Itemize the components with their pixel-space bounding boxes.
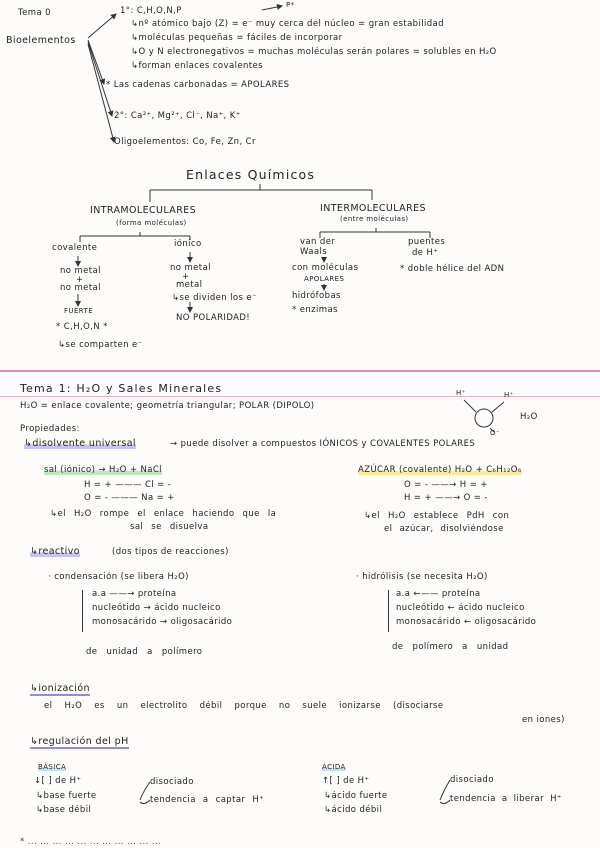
ion-plus: + xyxy=(182,272,190,282)
p-mark: P* xyxy=(286,1,295,9)
cond-1: a.a ——→ proteína xyxy=(92,589,177,599)
ionizacion-desc-2: en iones) xyxy=(522,715,565,725)
hidr-1: a.a ←—— proteína xyxy=(396,589,481,599)
azucar-text: AZÚCAR (covalente) H₂O + C₆H₁₂O₆ xyxy=(358,465,522,475)
condensacion: · condensación (se libera H₂O) xyxy=(48,572,189,582)
cadenas-carbonadas: * Las cadenas carbonadas = APOLARES xyxy=(106,80,290,90)
sal-text: sal (iónico) → H₂O + NaCl xyxy=(44,465,162,475)
cov-nometal-2: no metal xyxy=(60,283,101,293)
hidrolisis: · hidrólisis (se necesita H₂O) xyxy=(356,572,488,582)
cov-plus: + xyxy=(76,275,84,285)
reactivo xyxy=(30,547,80,557)
vdw-1: van der xyxy=(300,237,336,247)
intra-sub: (forma moléculas) xyxy=(116,219,187,227)
acida-1: ↑[ ] de H⁺ xyxy=(322,776,370,786)
mol-label: H₂O xyxy=(520,412,538,422)
acida-3: ↳ácido débil xyxy=(324,805,383,815)
moleculas-pequenas: ↳moléculas pequeñas = fáciles de incorporar xyxy=(131,33,343,43)
puentes-2: de H⁺ xyxy=(412,248,439,258)
intermoleculares: INTERMOLECULARES xyxy=(320,203,426,214)
az-line-1: O = - ——→ H = + xyxy=(404,480,488,490)
vdw-2: Waals xyxy=(300,247,328,257)
basica-3: ↳base débil xyxy=(36,805,92,815)
ion-nometal: no metal xyxy=(170,263,211,273)
electronegativos: ↳O y N electronegativos = muchas moléculas serán polares = solubles en H₂O xyxy=(131,47,497,57)
ionizacion-text: ↳ionización xyxy=(30,683,90,694)
secundarios: 2°: Ca²⁺, Mg²⁺, Cl⁻, Na⁺, K⁺ xyxy=(114,111,241,121)
basica-2: ↳base fuerte xyxy=(36,791,97,801)
hidr-bracket xyxy=(388,590,389,632)
regulacion-ph xyxy=(30,737,129,747)
sal-line-1: H = + ——— Cl = - xyxy=(84,480,172,490)
az-establece: ↳el H₂O establece PdH con xyxy=(364,511,510,521)
primarios: 1°: C,H,O,N,P xyxy=(120,6,182,16)
acida-label xyxy=(322,764,346,772)
hidr-3: monosacárido ← oligosacárido xyxy=(396,617,537,627)
reactivo-desc: (dos tipos de reacciones) xyxy=(112,547,229,557)
bioelementos-label: Bioelementos xyxy=(6,35,76,46)
acida-disociado: disociado xyxy=(450,775,494,785)
oligoelementos: Oligoelementos: Co, Fe, Zn, Cr xyxy=(114,137,256,147)
sal-rompe-2: sal se disuelva xyxy=(130,522,209,532)
pink-rule-top xyxy=(0,370,600,372)
mol-o: O⁻ xyxy=(490,429,501,437)
puentes-1: puentes xyxy=(408,237,446,247)
cond-2: nucleótido → ácido nucleico xyxy=(92,603,221,613)
inter-sub: (entre moléculas) xyxy=(340,215,409,223)
ion-metal: metal xyxy=(176,280,203,290)
ionizacion-desc: el H₂O es un electrolito débil porque no suele ionizarse (disociarse xyxy=(44,701,444,711)
disolvente-desc: → puede disolver a compuestos IÓNICOS y COVALENTES POLARES xyxy=(170,439,476,449)
disolvente-text: ↳disolvente universal xyxy=(24,438,136,449)
cond-3: monosacárido → oligosacárido xyxy=(92,617,233,627)
reactivo-text: ↳reactivo xyxy=(30,546,80,557)
tema0-title: Tema 0 xyxy=(18,8,51,18)
basica-disociado: disociado xyxy=(150,777,194,787)
apolares: APOLARES xyxy=(304,275,345,283)
h2o-desc: H₂O = enlace covalente; geometría triangular; POLAR (DIPOLO) xyxy=(20,401,315,411)
acida-text: ÁCIDA xyxy=(322,763,346,771)
mol-h1: H⁺ xyxy=(456,389,466,397)
basica-tendencia: tendencia a captar H⁺ xyxy=(150,795,265,805)
azucar-title xyxy=(358,466,522,475)
acida-tendencia: tendencia a liberar H⁺ xyxy=(450,794,562,804)
enzimas: * enzimas xyxy=(292,305,338,315)
enlaces-covalentes: ↳forman enlaces covalentes xyxy=(131,61,263,71)
ionizacion xyxy=(30,684,90,694)
con-moleculas: con moléculas xyxy=(292,263,359,273)
cov-nometal-1: no metal xyxy=(60,266,101,276)
doble-helice: * doble hélice del ADN xyxy=(400,264,505,274)
propiedades: Propiedades: xyxy=(20,424,80,434)
basica-1: ↓[ ] de H⁺ xyxy=(34,776,82,786)
az-establece-2: el azúcar, disolviéndose xyxy=(384,524,504,534)
az-line-2: H = + ——→ O = - xyxy=(404,493,488,503)
disolvente-universal xyxy=(24,439,136,449)
basica-text: BÁSICA xyxy=(38,763,67,771)
comparten: ↳se comparten e⁻ xyxy=(58,340,143,350)
tema1-title: Tema 1: H₂O y Sales Minerales xyxy=(20,382,223,395)
sal-line-2: O = - ——— Na = + xyxy=(84,493,175,503)
footer-note: * ... ... ... ... ... ... ... ... ... ... ... xyxy=(20,837,162,847)
basica-label xyxy=(38,764,66,772)
hidrofobas: hidrófobas xyxy=(292,291,341,301)
acida-2: ↳ácido fuerte xyxy=(324,791,388,801)
intramoleculares: INTRAMOLECULARES xyxy=(90,205,197,216)
hidr-summary: de polímero a unidad xyxy=(392,642,509,652)
enlaces-title: Enlaces Químicos xyxy=(186,167,316,182)
sal-rompe: ↳el H₂O rompe el enlace haciendo que la xyxy=(50,509,277,519)
hidr-2: nucleótido ← ácido nucleico xyxy=(396,603,525,613)
fuerte: FUERTE xyxy=(64,307,94,315)
covalente: covalente xyxy=(52,243,98,253)
chon: * C,H,O,N * xyxy=(56,322,108,332)
regulacion-text: ↳regulación del pH xyxy=(30,736,129,747)
no-polaridad: NO POLARIDAD! xyxy=(176,313,251,323)
mol-h2: H⁺ xyxy=(504,391,514,399)
dividen: ↳se dividen los e⁻ xyxy=(172,293,257,303)
ionico: iónico xyxy=(174,239,202,249)
sal-title xyxy=(44,466,162,475)
cond-summary: de unidad a polímero xyxy=(86,647,203,657)
cond-bracket xyxy=(82,590,83,632)
n-atomico: ↳nº atómico bajo (Z) = e⁻ muy cerca del núcleo = gran estabilidad xyxy=(131,19,444,29)
